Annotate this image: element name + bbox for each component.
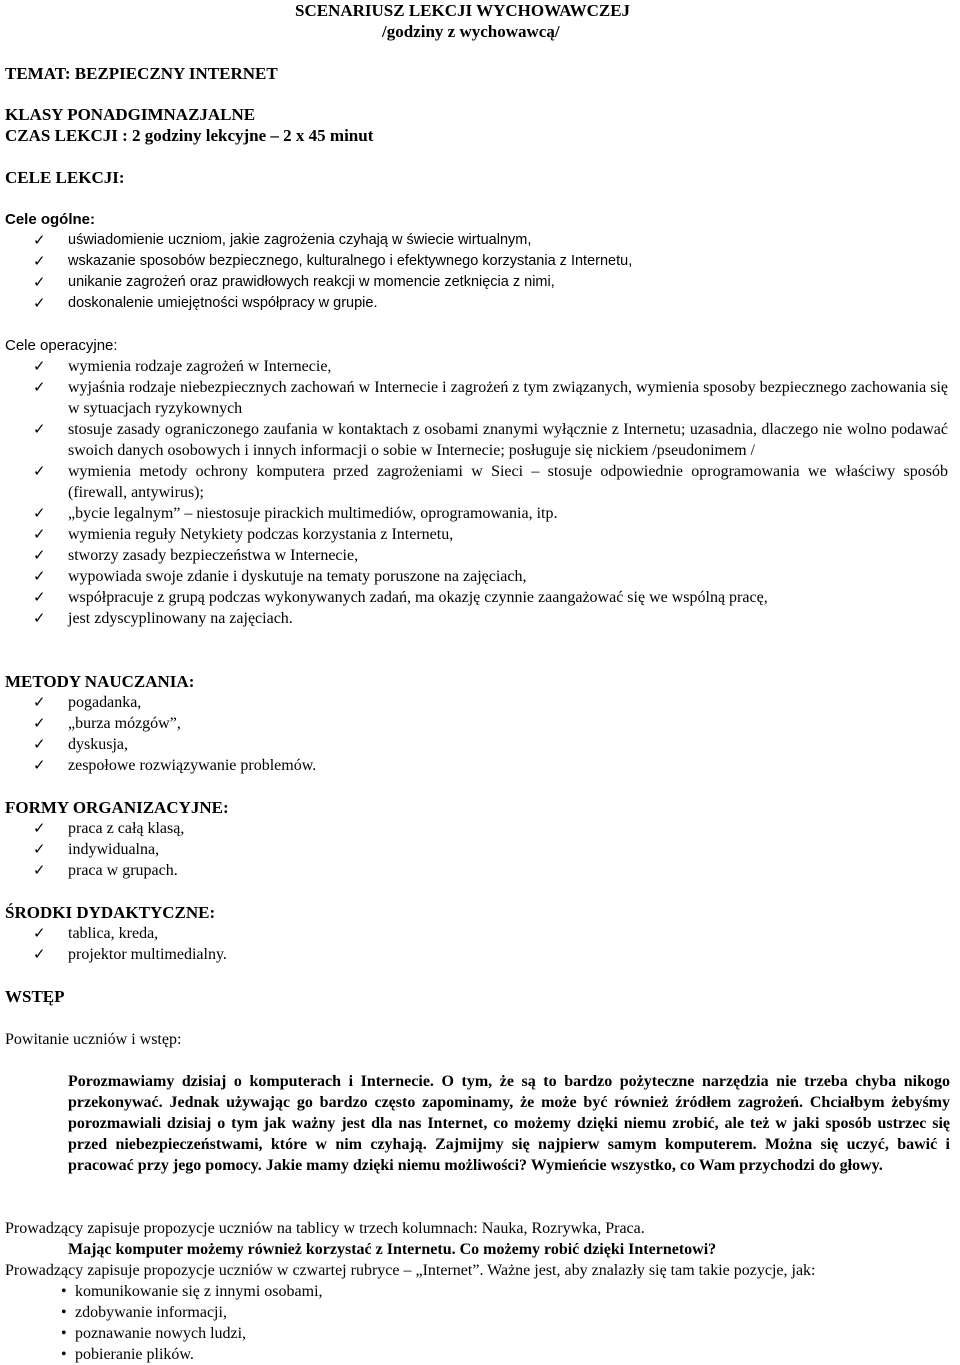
aids-list [5,923,948,965]
methods-heading: METODY NAUCZANIA: [5,672,195,691]
check-mark-icon: ✓ [33,567,46,585]
intro-bullet-list [0,1281,948,1365]
check-mark-icon: ✓ [33,546,46,564]
document-subtitle: /godziny z wychowawcą/ [382,22,560,41]
class-line: KLASY PONADGIMNAZJALNE [5,105,256,124]
check-mark-icon: ✓ [33,357,46,375]
check-mark-icon: ✓ [33,924,46,942]
time-line: CZAS LEKCJI : 2 godziny lekcyjne – 2 x 45 minut [5,126,374,145]
operational-goals-list [5,356,948,629]
list-item: ✓ stosuje zasady ograniczonego zaufania w kontaktach z osobami znanymi wyłącznie z Internetu; uzasadnia, dlaczego nie wolno podawać swoich danych osobowych i innych informacji o sobie w Internecie; posługuje się nickiem /pseudonimem / [33,420,948,459]
list-item: ✓ tablica, kreda, [33,924,159,942]
check-mark-icon: ✓ [33,609,46,627]
check-mark-icon: ✓ [33,714,46,732]
check-mark-icon: ✓ [33,231,46,249]
check-mark-icon: ✓ [33,525,46,543]
list-item: ✓ uświadomienie uczniom, jakie zagrożenia czyhają w świecie wirtualnym, [33,231,532,249]
topic-line: TEMAT: BEZPIECZNY INTERNET [5,64,278,83]
general-goals-heading: Cele ogólne: [5,211,96,228]
list-item: ✓ stworzy zasady bezpieczeństwa w Internecie, [33,546,359,564]
list-item: ✓ doskonalenie umiejętności współpracy w grupie. [33,294,378,312]
list-item: ✓ praca z całą klasą, [33,819,185,837]
forms-heading: FORMY ORGANIZACYJNE: [5,798,229,817]
intro-note-1: Prowadzący zapisuje propozycje uczniów na tablicy w trzech kolumnach: Nauka, Rozrywka, Praca. [5,1220,645,1237]
forms-section [5,797,948,881]
list-item: ✓ wskazanie sposobów bezpiecznego, kulturalnego i efektywnego korzystania z Internetu, [33,252,633,270]
forms-list [5,818,948,881]
general-goals-section [5,209,948,314]
list-item: ✓ projektor multimedialny. [33,945,227,963]
intro-note-2: Prowadzący zapisuje propozycje uczniów w czwartej rubryce – „Internet”. Ważne jest, aby znalazły się tam takie pozycje, jak: [5,1262,816,1279]
list-item: ✓ wymienia reguły Netykiety podczas korzystania z Internetu, [33,525,454,543]
list-item: ✓ wypowiada swoje zdanie i dyskutuje na tematy poruszone na zajęciach, [33,567,527,585]
bullet-dot-icon: • [61,1283,67,1300]
intro-heading: WSTĘP [5,987,65,1006]
general-goals-list [5,230,948,314]
check-mark-icon: ✓ [33,588,46,606]
list-item: ✓ indywidualna, [33,840,160,858]
list-item: ✓ unikanie zagrożeń oraz prawidłowych reakcji w momencie zetknięcia z nimi, [33,273,555,291]
bullet-dot-icon: • [61,1325,67,1342]
list-item: ✓ zespołowe rozwiązywanie problemów. [33,756,317,774]
check-mark-icon: ✓ [33,756,46,774]
check-mark-icon: ✓ [33,861,46,879]
check-mark-icon: ✓ [33,378,46,396]
bullet-dot-icon: • [61,1304,67,1321]
check-mark-icon: ✓ [33,462,46,480]
check-mark-icon: ✓ [33,273,46,291]
check-mark-icon: ✓ [33,819,46,837]
aids-section [5,902,948,965]
list-item: ✓ „bycie legalnym” – niestosuje pirackich multimediów, oprogramowania, itp. [33,504,558,522]
list-item: ✓ wyjaśnia rodzaje niebezpiecznych zachowań w Internecie i zagrożeń z tym związanych, wymienia sposoby bezpiecznego zachowania się w sytuacjach ryzykownych [33,378,948,417]
check-mark-icon: ✓ [33,504,46,522]
list-item: • zdobywanie informacji, [61,1304,227,1321]
intro-question: Mając komputer możemy również korzystać z Internetu. Co możemy robić dzięki Internetowi? [68,1241,717,1258]
list-item: ✓ dyskusja, [33,735,128,753]
list-item: • komunikowanie się z innymi osobami, [61,1283,323,1300]
intro-bullets-section [0,1281,948,1365]
methods-list [5,692,948,776]
document-title: SCENARIUSZ LEKCJI WYCHOWAWCZEJ [295,1,631,20]
list-item: • pobieranie plików. [61,1346,194,1363]
document-header [295,0,960,42]
aids-heading: ŚRODKI DYDAKTYCZNE: [5,903,216,922]
check-mark-icon: ✓ [33,693,46,711]
goals-heading: CELE LEKCJI: [5,168,125,187]
operational-goals-heading: Cele operacyjne: [5,337,118,354]
list-item: • poznawanie nowych ludzi, [61,1325,247,1342]
check-mark-icon: ✓ [33,840,46,858]
check-mark-icon: ✓ [33,945,46,963]
intro-bold-paragraph: Porozmawiamy dzisiaj o komputerach i Internecie. O tym, że są to bardzo pożyteczne narzędzia nie trzeba chyba nikogo przekonywać. Jednak używając go bardzo często zapominamy, że może być również źródłem zagrożeń. Chciałbym żebyśmy porozmawiali dzisiaj o tym jak ważny jest dla nas Internet, co możemy dzięki niemu zrobić, ale też w jaki sposób ustrzec się przed niebezpieczeństwami, które w nim czyhają. Zajmijmy się najpierw samym komputerem. Można się uczyć, bawić i pracować przy jego pomocy. Jakie mamy dzięki niemu możliwości? Wymieńcie wszystko, co Wam przychodzi do głowy. [68,1073,950,1174]
check-mark-icon: ✓ [33,294,46,312]
check-mark-icon: ✓ [33,735,46,753]
list-item: ✓ wymienia metody ochrony komputera przed zagrożeniami w Sieci – stosuje odpowiednie oprogramowania we właściwy sposób (firewall, antywirus); [33,462,948,501]
methods-section [5,671,948,776]
bullet-dot-icon: • [61,1346,67,1363]
list-item: ✓ wymienia rodzaje zagrożeń w Internecie, [33,357,332,375]
check-mark-icon: ✓ [33,420,46,438]
list-item: ✓ praca w grupach. [33,861,178,879]
list-item: ✓ jest zdyscyplinowany na zajęciach. [33,609,293,627]
check-mark-icon: ✓ [33,252,46,270]
list-item: ✓ „burza mózgów”, [33,714,181,732]
intro-greeting: Powitanie uczniów i wstęp: [5,1031,182,1048]
list-item: ✓ pogadanka, [33,693,142,711]
list-item: ✓ współpracuje z grupą podczas wykonywanych zadań, ma okazję czynnie zaangażować się we wspólną pracę, [33,588,768,606]
operational-goals-section [5,335,948,629]
